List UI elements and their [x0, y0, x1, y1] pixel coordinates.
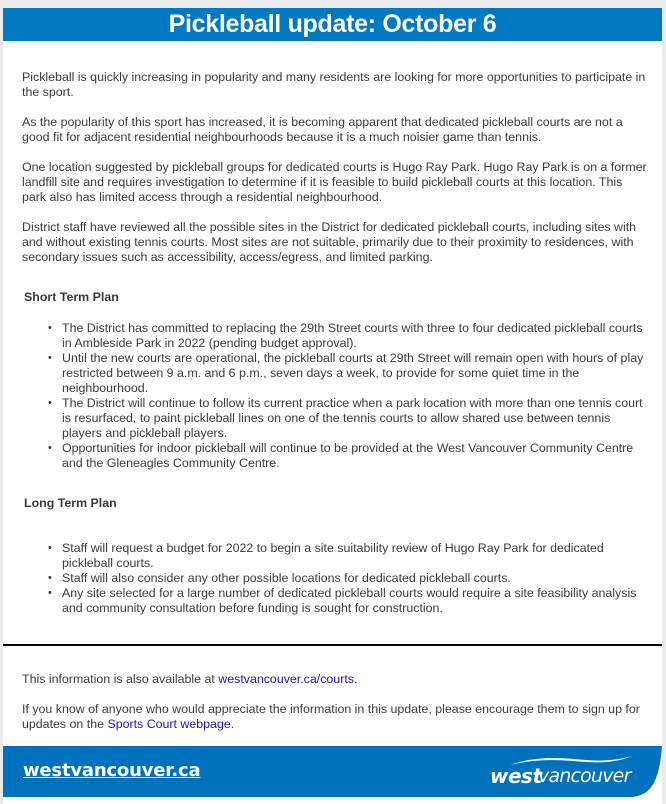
section-divider	[3, 644, 662, 646]
list-item	[48, 541, 647, 571]
info-text: If you know of anyone who would appreciate the information in this update, please encourage them to sign up for updates on the	[22, 702, 640, 731]
short-term-plan-section	[22, 290, 647, 471]
list-item	[48, 586, 647, 616]
long-term-plan-heading: Long Term Plan	[24, 496, 117, 510]
bullet-icon: •	[48, 587, 52, 599]
bullet-icon: •	[48, 442, 52, 454]
list-item-text: Staff will request a budget for 2022 to begin a site suitability review of Hugo Ray Park for dedicated pickleball courts.	[62, 541, 604, 570]
footer-banner	[3, 746, 662, 797]
info-text: .	[353, 672, 358, 686]
list-item-text: Opportunities for indoor pickleball will continue to be provided at the West Vancouver Community Centre and the Gleneagles Community Centre.	[62, 441, 634, 470]
page-title: Pickleball update: October 6	[168, 10, 497, 38]
logo-vancouver-text: vancouver	[538, 765, 631, 787]
list-item-text: Until the new courts are operational, the pickleball courts at 29th Street will remain open with hours of play restricted between 9 a.m. and 6 p.m., seven days a week, to provide for some quiet time in the neighbourhood.	[62, 351, 644, 395]
intro-paragraph: District staff have reviewed all the possible sites in the District for dedicated pickleball courts, including sites with and without existing tennis courts. Most sites are not suitable, primarily due to their proximity to residences, with secondary issues such as accessibility, access/egress, and limited parking.	[22, 220, 637, 264]
long-term-plan-section	[22, 496, 647, 616]
bullet-icon: •	[48, 322, 52, 334]
list-item-text: Any site selected for a large number of dedicated pickleball courts would require a site feasibility analysis and community consultation before funding is sought for construction.	[62, 586, 637, 615]
list-item	[48, 321, 647, 351]
intro-paragraph: One location suggested by pickleball groups for dedicated courts is Hugo Ray Park. Hugo Ray Park is on a former landfill site and requires investigation to determine if it is feasible to build pickleball courts at this location. This park also has limited access through a residential neighbourhood.	[22, 160, 647, 204]
list-item	[48, 571, 647, 586]
header-banner	[3, 8, 662, 41]
bullet-icon: •	[48, 572, 52, 584]
courts-page-link[interactable]: westvancouver.ca/courts	[218, 672, 354, 686]
main-content	[22, 70, 647, 280]
info-availability-line	[22, 672, 647, 687]
bullet-icon: •	[48, 397, 52, 409]
info-text: .	[230, 717, 235, 731]
west-vancouver-logo[interactable]	[490, 752, 640, 792]
short-term-plan-list	[22, 321, 647, 471]
list-item	[48, 441, 647, 471]
bullet-icon: •	[48, 542, 52, 554]
long-term-plan-list	[22, 541, 647, 616]
newsletter-page	[3, 8, 662, 804]
bullet-icon: •	[48, 352, 52, 364]
intro-paragraph: Pickleball is quickly increasing in popularity and many residents are looking for more opportunities to participate in the sport.	[22, 70, 646, 99]
intro-paragraph: As the popularity of this sport has increased, it is becoming apparent that dedicated pickleball courts are not a good fit for adjacent residential neighbourhoods because it is a much noisier game than tennis.	[22, 115, 623, 144]
list-item-text: The District has committed to replacing the 29th Street courts with three to four dedicated pickleball courts in Ambleside Park in 2022 (pending budget approval).	[62, 321, 643, 350]
footer-website-link[interactable]: westvancouver.ca	[23, 760, 201, 781]
short-term-plan-heading: Short Term Plan	[24, 290, 119, 304]
logo-west-text: west	[490, 764, 542, 788]
list-item-text: Staff will also consider any other possible locations for dedicated pickleball courts.	[62, 571, 511, 585]
sports-court-webpage-link[interactable]: Sports Court webpage	[107, 717, 231, 731]
info-signup-line	[22, 702, 647, 732]
list-item	[48, 396, 647, 441]
info-text: This information is also available at	[22, 672, 219, 686]
info-section	[22, 672, 647, 747]
list-item	[48, 351, 647, 396]
list-item-text: The District will continue to follow its current practice when a park location with more than one tennis court is resurfaced, to paint pickleball lines on one of the tennis courts to allow shared use between tennis players and pickleball players.	[62, 396, 643, 440]
